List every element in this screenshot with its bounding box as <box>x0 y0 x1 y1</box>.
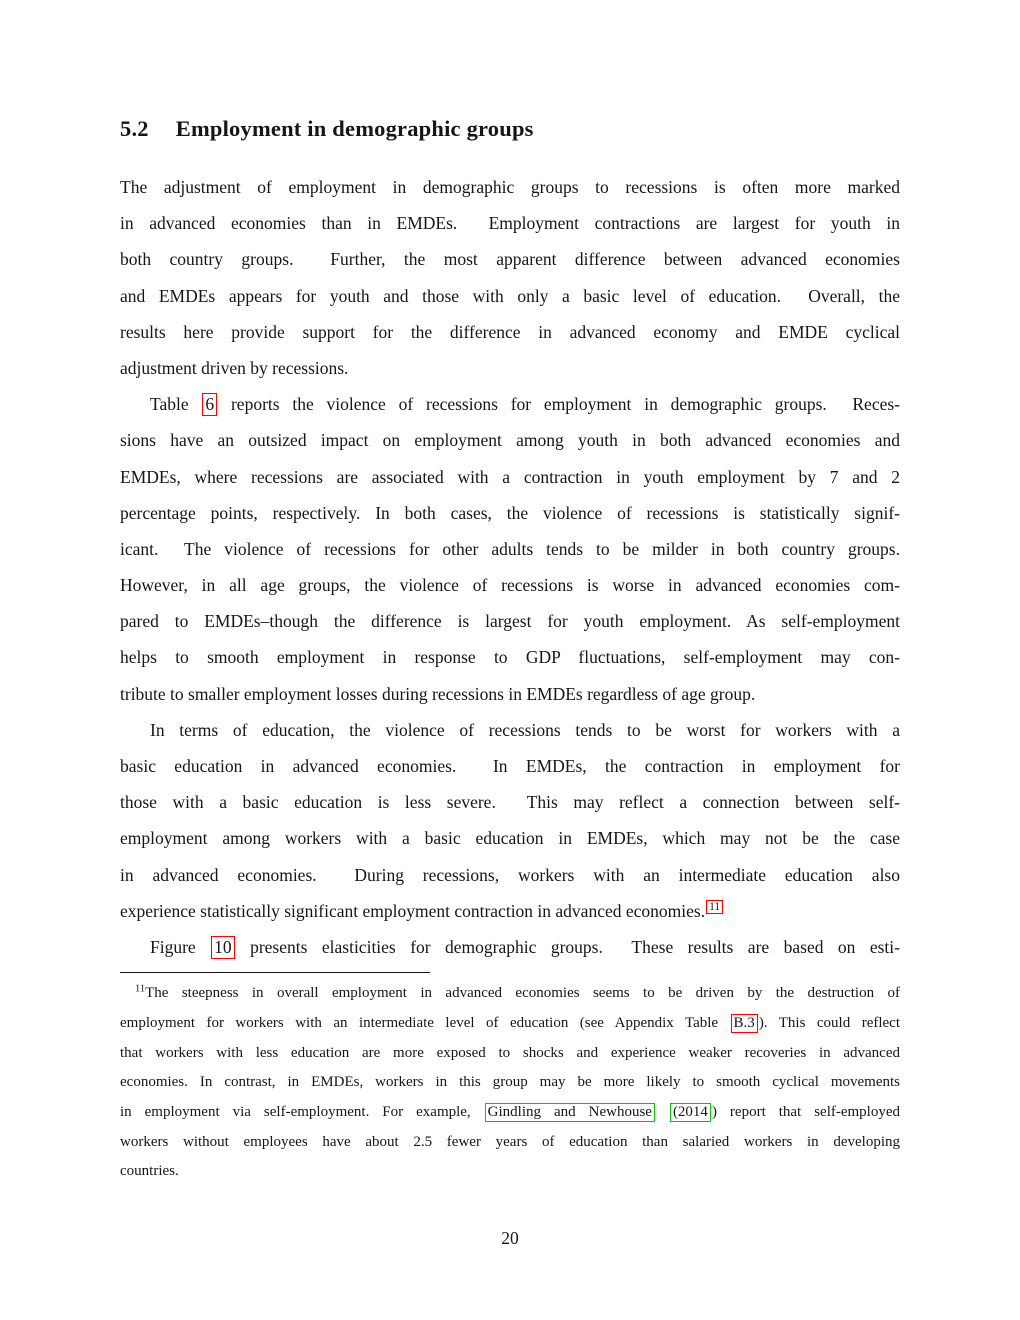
internal-ref-link[interactable]: B.3 <box>731 1014 758 1033</box>
text-line <box>120 241 900 277</box>
footnote <box>120 979 900 1187</box>
text-run: those with a basic education is less severe. This may reflect a connection between self- <box>120 792 900 813</box>
text-run: ) report that self-employed <box>711 1103 900 1120</box>
text-line <box>120 603 900 639</box>
text-line <box>120 169 900 205</box>
paragraph <box>120 712 900 929</box>
text-run: in advanced economies. During recessions, workers with an intermediate education also <box>120 864 900 885</box>
text-run: adjustment driven by recessions. <box>120 357 349 378</box>
text-run: EMDEs, where recessions are associated with a contraction in youth employment by 7 and 2 <box>120 466 900 487</box>
text-line <box>120 1068 900 1098</box>
text-line <box>120 857 900 893</box>
text-line <box>120 1098 900 1128</box>
text-run: pared to EMDEs–though the difference is largest for youth employment. As self-employment <box>120 611 900 632</box>
text-run: basic education in advanced economies. In EMDEs, the contraction in employment for <box>120 756 900 776</box>
text-line <box>120 495 900 531</box>
text-run: icant. The violence of recessions for other adults tends to be milder in both country groups. <box>120 538 900 559</box>
text-line <box>120 422 900 458</box>
paragraph <box>120 169 900 386</box>
text-run: both country groups. Further, the most apparent difference between advanced economies <box>120 249 900 270</box>
text-run: economies. In contrast, in EMDEs, workers in this group may be more likely to smooth cyclical movements <box>120 1074 900 1091</box>
paragraph <box>120 929 900 965</box>
paragraph <box>120 386 900 712</box>
text-line <box>120 567 900 603</box>
text-run: results here provide support for the difference in advanced economy and EMDE cyclical <box>120 321 900 342</box>
text-line <box>120 459 900 495</box>
text-run: sions have an outsized impact on employment among youth in both advanced economies and <box>120 430 900 451</box>
text-run: countries. <box>120 1163 179 1180</box>
text-run: that workers with less education are more exposed to shocks and experience weaker recoveries in advanced <box>120 1044 900 1061</box>
citation-link[interactable]: (2014 <box>670 1103 711 1122</box>
text-line <box>120 205 900 241</box>
text-run: in employment via self-employment. For example, <box>120 1103 484 1120</box>
text-run: presents elasticities for demographic groups. These results are based on esti- <box>235 936 900 957</box>
text-line <box>120 929 900 965</box>
text-run: tribute to smaller employment losses during recessions in EMDEs regardless of age group. <box>120 683 756 704</box>
text-line <box>120 1128 900 1158</box>
internal-ref-link[interactable]: 6 <box>202 393 217 416</box>
text-run: percentage points, respectively. In both cases, the violence of recessions is statistically signif- <box>120 502 900 523</box>
text-run: experience statistically significant employment contraction in advanced economies. <box>120 900 706 921</box>
section-title: Employment in demographic groups <box>175 116 534 141</box>
text-line <box>120 278 900 314</box>
text-run: employment among workers with a basic education in EMDEs, which may not be the case <box>120 828 900 849</box>
page-number: 20 <box>501 1228 519 1248</box>
text-run: Table <box>150 394 202 415</box>
text-line <box>120 314 900 350</box>
footnote-rule <box>120 972 430 973</box>
text-line <box>120 893 900 929</box>
text-run: The steepness in overall employment in advanced economies seems to be driven by the destruction of <box>145 985 900 1002</box>
text-line <box>120 639 900 675</box>
text-run: The adjustment of employment in demographic groups to recessions is often more marked <box>120 177 900 197</box>
text-run: workers without employees have about 2.5 fewer years of education than salaried workers in developing <box>120 1133 900 1150</box>
text-run: In terms of education, the violence of recessions tends to be worst for workers with a <box>150 719 900 740</box>
internal-ref-link[interactable]: 10 <box>211 936 235 959</box>
footnote-marker: 11 <box>135 983 146 995</box>
text-line <box>120 979 900 1009</box>
text-line <box>120 1157 900 1187</box>
text-line <box>120 712 900 748</box>
text-line <box>120 784 900 820</box>
text-run: and EMDEs appears for youth and those with only a basic level of education. Overall, the <box>120 285 900 306</box>
text-line <box>120 531 900 567</box>
text-line <box>120 748 900 784</box>
footnote-ref-link[interactable]: 11 <box>706 900 723 914</box>
text-run: helps to smooth employment in response to GDP fluctuations, self-employment may con- <box>120 647 900 668</box>
citation-link[interactable]: Gindling and Newhouse <box>485 1103 655 1122</box>
text-line <box>120 820 900 856</box>
text-run: reports the violence of recessions for employment in demographic groups. Reces- <box>218 394 900 415</box>
text-line <box>120 676 900 712</box>
text-run: employment for workers with an intermediate level of education (see Appendix Table <box>120 1014 730 1031</box>
text-line <box>120 1039 900 1069</box>
text-line <box>120 350 900 386</box>
text-run: However, in all age groups, the violence of recessions is worse in advanced economies com- <box>120 575 900 596</box>
body-text <box>120 169 900 965</box>
text-run: Figure <box>150 936 211 957</box>
section-heading <box>120 116 900 142</box>
text-line <box>120 1009 900 1039</box>
text-run: ). This could reflect <box>758 1014 901 1031</box>
text-run: in advanced economies than in EMDEs. Employment contractions are largest for youth in <box>120 213 900 234</box>
section-number: 5.2 <box>120 116 149 141</box>
text-line <box>120 386 900 422</box>
text-run <box>656 1104 669 1120</box>
